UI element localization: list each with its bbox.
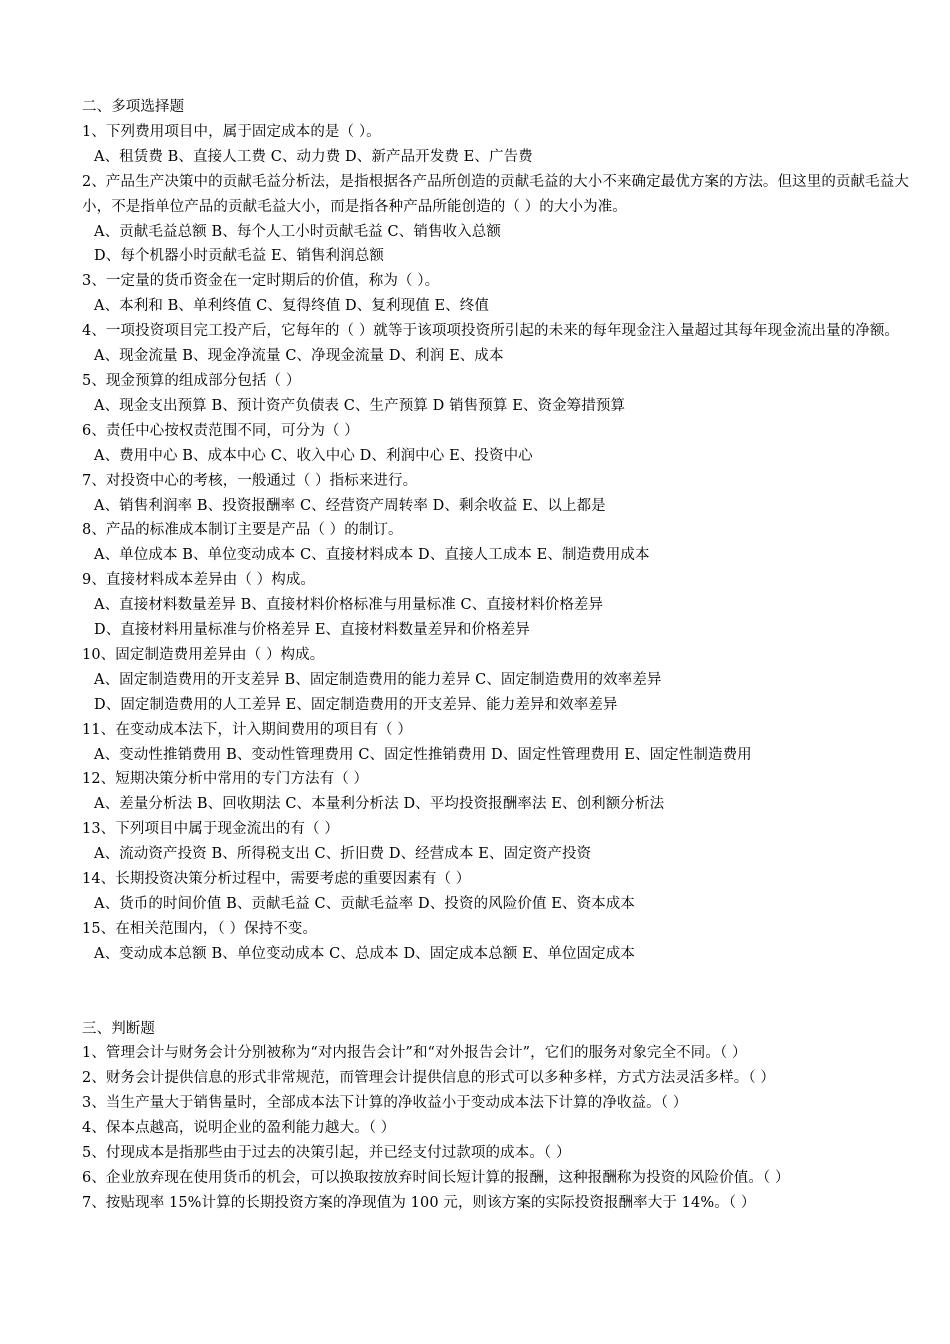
question-options: A、现金支出预算 B、预计资产负债表 C、生产预算 D 销售预算 E、资金筹措预算: [94, 397, 626, 414]
question-options: A、销售利润率 B、投资报酬率 C、经营资产周转率 D、剩余收益 E、以上都是: [94, 497, 606, 514]
question-options: A、变动性推销费用 B、变动性管理费用 C、固定性推销费用 D、固定性管理费用 E、固定性制造费用: [94, 746, 752, 763]
question-stem: 4、一项投资项目完工投产后，它每年的（ ）就等于该项项投资所引起的未来的每年现金注入量超过其每年现金流出量的净额。: [82, 323, 900, 340]
question-options: A、现金流量 B、现金净流量 C、净现金流量 D、利润 E、成本: [94, 348, 504, 365]
question-options: A、变动成本总额 B、单位变动成本 C、总成本 D、固定成本总额 E、单位固定成本: [94, 945, 635, 962]
question-options: A、单位成本 B、单位变动成本 C、直接材料成本 D、直接人工成本 E、制造费用成本: [94, 547, 650, 564]
question-4: [82, 319, 912, 369]
question-options: A、流动资产投资 B、所得税支出 C、折旧费 D、经营成本 E、固定资产投资: [94, 846, 592, 863]
true-false-item-3: 3、当生产量大于销售量时，全部成本法下计算的净收益小于变动成本法下计算的净收益。（ ）: [82, 1095, 688, 1112]
question-stem: 14、长期投资决策分析过程中，需要考虑的重要因素有（ ）: [82, 871, 471, 888]
question-stem: 1、下列费用项目中，属于固定成本的是（ ）。: [82, 123, 381, 140]
question-options: A、直接材料数量差异 B、直接材料价格标准与用量标准 C、直接材料价格差异: [94, 597, 604, 614]
question-stem: 15、在相关范围内，（ ）保持不变。: [82, 920, 318, 937]
true-false-item-7: 7、按贴现率 15%计算的长期投资方案的净现值为 100 元，则该方案的实际投资报酬率大于 14%。（ ）: [82, 1194, 756, 1211]
question-stem: 5、现金预算的组成部分包括（ ）: [82, 372, 301, 389]
question-9: [82, 568, 912, 643]
question-options: D、每个机器小时贡献毛益 E、销售利润总额: [94, 248, 384, 265]
true-false-item-6: 6、企业放弃现在使用货币的机会，可以换取按放弃时间长短计算的报酬，这种报酬称为投资的风险价值。（ ）: [82, 1169, 790, 1186]
question-stem: 12、短期决策分析中常用的专门方法有（ ）: [82, 771, 369, 788]
question-14: [82, 867, 912, 917]
question-1: [82, 120, 912, 170]
question-options: A、本利和 B、单利终值 C、复得终值 D、复利现值 E、终值: [94, 298, 489, 315]
question-options: D、直接材料用量标准与价格差异 E、直接材料数量差异和价格差异: [94, 622, 530, 639]
question-stem: 13、下列项目中属于现金流出的有（ ）: [82, 821, 339, 838]
question-stem: 6、责任中心按权责范围不同，可分为（ ）: [82, 422, 359, 439]
question-stem: 11、在变动成本法下，计入期间费用的项目有（ ）: [82, 721, 412, 738]
question-5: [82, 369, 912, 419]
question-11: [82, 718, 912, 768]
question-stem: 3、一定量的货币资金在一定时期后的价值，称为（ ）。: [82, 273, 440, 290]
question-7: [82, 469, 912, 519]
question-15: [82, 917, 912, 967]
question-stem: 10、固定制造费用差异由（ ）构成。: [82, 646, 325, 663]
question-options: A、固定制造费用的开支差异 B、固定制造费用的能力差异 C、固定制造费用的效率差异: [94, 671, 662, 688]
question-options: A、货币的时间价值 B、贡献毛益 C、贡献毛益率 D、投资的风险价值 E、资本成本: [94, 896, 635, 912]
question-stem: 2、产品生产决策中的贡献毛益分析法，是指根据各产品所创造的贡献毛益的大小不来确定最优方案的方法。但这里的贡献毛益大小，不是指单位产品的贡献毛益大小，而是指各种产品所能创造的（ ）的大小为准。: [82, 173, 909, 215]
question-2: [82, 170, 912, 270]
true-false-item-1: 1、管理会计与财务会计分别被称为“对内报告会计”和“对外报告会计”，它们的服务对象完全不同。（ ）: [82, 1045, 747, 1062]
question-3: [82, 269, 912, 319]
question-options: A、差量分析法 B、回收期法 C、本量利分析法 D、平均投资报酬率法 E、创利额分析法: [94, 796, 665, 813]
question-13: [82, 817, 912, 867]
question-options: A、费用中心 B、成本中心 C、收入中心 D、利润中心 E、投资中心: [94, 447, 533, 464]
true-false-item-5: 5、付现成本是指那些由于过去的决策引起，并已经支付过款项的成本。（ ）: [82, 1145, 571, 1162]
question-8: [82, 518, 912, 568]
question-options: A、贡献毛益总额 B、每个人工小时贡献毛益 C、销售收入总额: [94, 223, 501, 240]
question-options: A、租赁费 B、直接人工费 C、动力费 D、新产品开发费 E、广告费: [94, 148, 533, 165]
section-heading-true-false: 三、判断题: [82, 1020, 155, 1037]
question-options: D、固定制造费用的人工差异 E、固定制造费用的开支差异、能力差异和效率差异: [94, 696, 618, 713]
question-stem: 9、直接材料成本差异由（ ）构成。: [82, 572, 316, 589]
question-stem: 7、对投资中心的考核，一般通过（ ）指标来进行。: [82, 472, 418, 489]
question-stem: 8、产品的标准成本制订主要是产品（ ）的制订。: [82, 522, 403, 539]
true-false-item-2: 2、财务会计提供信息的形式非常规范，而管理会计提供信息的形式可以多种多样，方式方法灵活多样。（ ）: [82, 1070, 775, 1087]
section-heading-multiple-choice: 二、多项选择题: [82, 99, 185, 115]
section-spacer: [82, 967, 912, 1017]
true-false-item-4: 4、保本点越高，说明企业的盈利能力越大。（ ）: [82, 1120, 396, 1137]
document-page: [82, 95, 912, 1216]
question-6: [82, 419, 912, 469]
question-12: [82, 767, 912, 817]
question-10: [82, 643, 912, 718]
